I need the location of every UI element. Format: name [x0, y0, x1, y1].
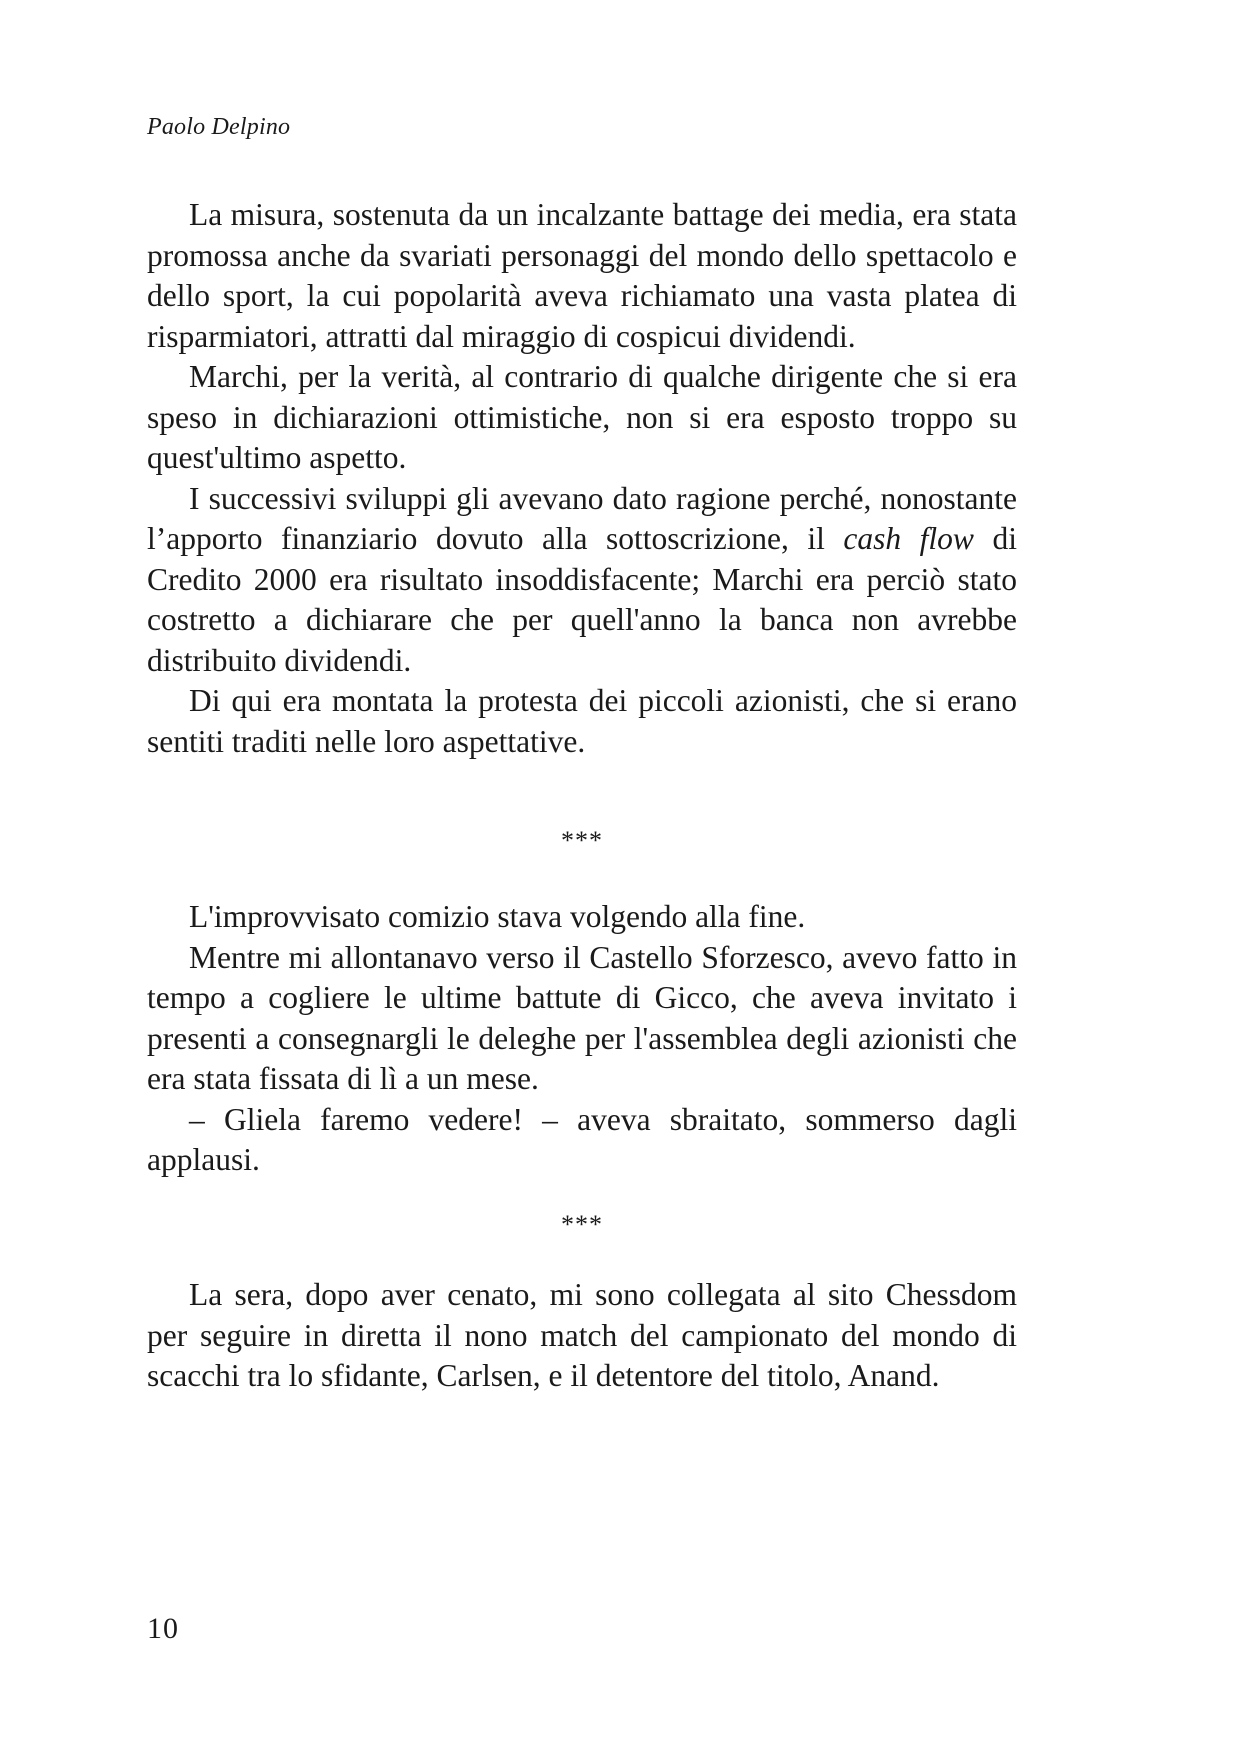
italic-term: cash flow	[843, 521, 974, 556]
paragraph: La misura, sostenuta da un incalzante battage dei media, era stata promossa anche da svariati personaggi del mondo dello spettacolo e dello sport, la cui popolarità aveva richiamato una vasta platea di risparmiatori, attratti dal miraggio di cospicui dividendi.	[147, 197, 1017, 354]
running-head-author: Paolo Delpino	[147, 114, 291, 140]
paragraph: La sera, dopo aver cenato, mi sono collegata al sito Chessdom per seguire in diretta il nono match del campionato del mondo di scacchi tra lo sfidante, Carlsen, e il detentore del titolo, Anand.	[147, 1277, 1017, 1393]
body-section-1	[147, 195, 1017, 762]
paragraph	[147, 479, 1017, 682]
body-section-3	[147, 1275, 1017, 1397]
paragraph-text: di Credito 2000 era risultato insoddisfacente; Marchi era perciò stato costretto a dichiarare che per quell'anno la banca non avrebbe distribuito dividendi.	[147, 521, 1017, 678]
paragraph: Marchi, per la verità, al contrario di qualche dirigente che si era speso in dichiarazioni ottimistiche, non si era esposto troppo su quest'ultimo aspetto.	[147, 359, 1017, 475]
paragraph-text: I successivi sviluppi gli avevano dato ragione perché, nonostante l’apporto finanziario dovuto alla sottoscrizione, il	[147, 480, 1017, 556]
section-separator: ***	[561, 826, 603, 855]
body-section-2	[147, 897, 1017, 1181]
paragraph: – Gliela faremo vedere! – aveva sbraitato, sommerso dagli applausi.	[147, 1101, 1017, 1177]
paragraph: Mentre mi allontanavo verso il Castello Sforzesco, avevo fatto in tempo a cogliere le ultime battute di Gicco, che aveva invitato i presenti a consegnargli le deleghe per l'assemblea degli azionisti che era stata fissata di lì a un mese.	[147, 939, 1017, 1096]
page-number: 10	[147, 1612, 179, 1645]
paragraph: Di qui era montata la protesta dei piccoli azionisti, che si erano sentiti traditi nelle loro aspettative.	[147, 683, 1017, 759]
section-separator: ***	[561, 1210, 603, 1239]
paragraph: L'improvvisato comizio stava volgendo alla fine.	[189, 899, 806, 934]
